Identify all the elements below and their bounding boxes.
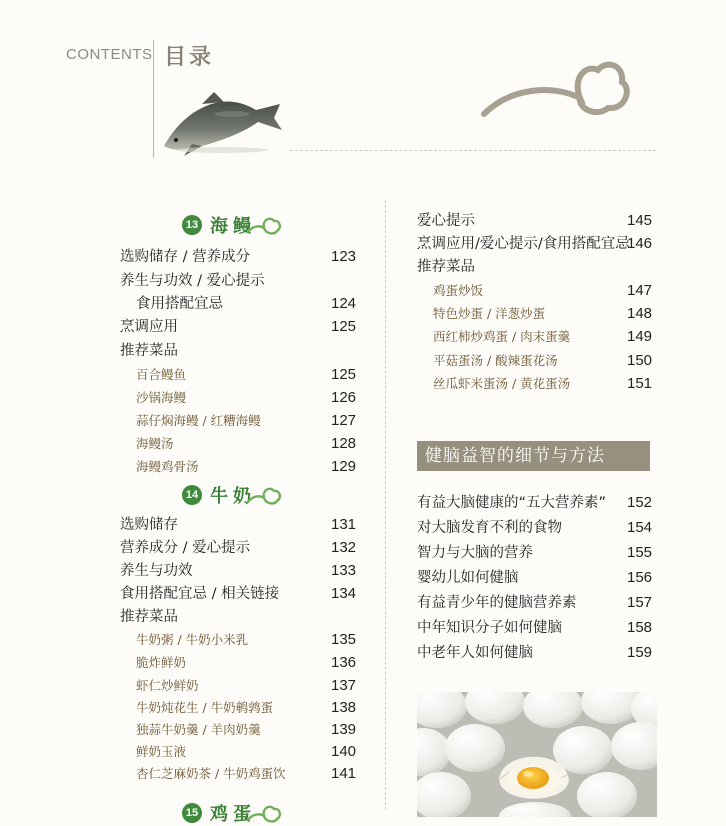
toc-row-text: 推荐菜品 (417, 259, 475, 275)
section-number-badge: 13 (182, 215, 202, 235)
section-title: 鸡蛋 (210, 804, 256, 825)
toc-row-text: 选购储存 (120, 517, 178, 533)
toc-page-number: 132 (331, 539, 357, 556)
section-13-header (182, 212, 282, 238)
toc-row-text: 海鳗鸡骨汤 (136, 459, 199, 474)
toc-page-number: 149 (627, 328, 653, 345)
toc-page-number: 155 (627, 544, 653, 561)
toc-page-number: 124 (331, 295, 357, 312)
toc-row-text: 有益大脑健康的“五大营养素” (417, 495, 607, 511)
toc-row-text: 有益青少年的健脑营养素 (417, 595, 577, 611)
toc-row-text: 脆炸鲜奶 (136, 655, 187, 670)
section-15-header (182, 800, 282, 826)
toc-page-number: 154 (627, 519, 653, 536)
toc-row-text: 牛奶粥 / 牛奶小米乳 (136, 632, 249, 647)
toc-row-text: 养生与功效 / 爱心提示 (120, 273, 265, 289)
toc-row-text: 鲜奶玉液 (136, 744, 187, 759)
toc-page-number: 150 (627, 352, 653, 369)
toc-page-number: 125 (331, 318, 357, 335)
toc-row-text: 营养成分 / 爱心提示 (120, 540, 251, 556)
toc-page-number: 131 (331, 516, 357, 533)
toc-row-text: 中老年人如何健脑 (417, 645, 533, 661)
toc-page-number: 135 (331, 631, 357, 648)
toc-page-number: 140 (331, 743, 357, 760)
toc-page-number: 123 (331, 248, 357, 265)
header-dashed-line (290, 150, 656, 151)
toc-page-number: 158 (627, 619, 653, 636)
toc-page-number: 126 (331, 389, 357, 406)
toc-page-number: 136 (331, 654, 357, 671)
toc-page-number: 147 (627, 282, 653, 299)
cloud-swirl-decoration (480, 58, 630, 122)
toc-page-number: 137 (331, 677, 357, 694)
toc-row-text: 海鳗汤 (136, 436, 174, 451)
toc-page-number: 138 (331, 699, 357, 716)
toc-row-text: 选购储存 / 营养成分 (120, 249, 251, 265)
toc-page-number: 128 (331, 435, 357, 452)
eggs-photo (417, 692, 657, 817)
toc-page-number: 151 (627, 375, 653, 392)
toc-page-number: 134 (331, 585, 357, 602)
toc-row-text: 平菇蛋汤 / 酸辣蛋花汤 (433, 353, 558, 368)
toc-row-text: 对大脑发育不利的食物 (417, 520, 562, 536)
toc-row-text: 虾仁炒鲜奶 (136, 678, 199, 693)
toc-page-number: 133 (331, 562, 357, 579)
toc-row-text: 中年知识分子如何健脑 (417, 620, 562, 636)
toc-row-text: 沙锅海鳗 (136, 390, 187, 405)
section-14-header (182, 482, 282, 508)
toc-row-text: 丝瓜虾米蛋汤 / 黄花蛋汤 (433, 376, 571, 391)
section-title: 牛奶 (210, 486, 256, 507)
toc-row-text: 养生与功效 (120, 563, 193, 579)
toc-row-text: 烹调应用 (120, 319, 178, 335)
toc-page-number: 127 (331, 412, 357, 429)
toc-page-number: 129 (331, 458, 357, 475)
section-number-badge: 14 (182, 485, 202, 505)
section-banner: 健脑益智的细节与方法 (417, 441, 650, 471)
toc-row-text: 独蒜牛奶羹 / 羊肉奶羹 (136, 722, 261, 737)
contents-label: CONTENTS (66, 46, 153, 63)
toc-row-text: 食用搭配宜忌 / 相关链接 (120, 586, 280, 602)
section-title: 海鳗 (210, 216, 256, 237)
toc-row-text: 智力与大脑的营养 (417, 545, 533, 561)
toc-row-text: 推荐菜品 (120, 609, 178, 625)
toc-row-text: 爱心提示 (417, 213, 475, 229)
toc-row-text: 特色炒蛋 / 洋葱炒蛋 (433, 306, 546, 321)
cloud-icon (246, 802, 282, 824)
page-title: 目录 (164, 44, 215, 70)
toc-row-text: 牛奶炖花生 / 牛奶鹌鹑蛋 (136, 700, 274, 715)
toc-page-number: 156 (627, 569, 653, 586)
toc-page-number: 139 (331, 721, 357, 738)
section-number-badge: 15 (182, 803, 202, 823)
cloud-icon (246, 214, 282, 236)
toc-row-text: 推荐菜品 (120, 343, 178, 359)
toc-page-number: 146 (627, 235, 653, 252)
toc-row-text: 婴幼儿如何健脑 (417, 570, 519, 586)
toc-row-text: 杏仁芝麻奶茶 / 牛奶鸡蛋饮 (136, 766, 286, 781)
header-divider (153, 40, 154, 158)
toc-page-number: 152 (627, 494, 653, 511)
toc-page-number: 145 (627, 212, 653, 229)
toc-row-text: 西红柿炒鸡蛋 / 肉末蛋羹 (433, 329, 571, 344)
toc-page-number: 141 (331, 765, 357, 782)
toc-row-text: 百合鳗鱼 (136, 367, 187, 382)
toc-row-text: 鸡蛋炒饭 (433, 283, 484, 298)
toc-row-text: 食用搭配宜忌 (136, 296, 223, 312)
toc-row-text: 烹调应用/爱心提示/食用搭配宜忌 (417, 236, 630, 252)
column-divider (385, 200, 386, 810)
toc-page-number: 125 (331, 366, 357, 383)
fish-illustration (162, 90, 284, 158)
toc-row-text: 蒜仔焖海鳗 / 红糟海鳗 (136, 413, 261, 428)
cloud-icon (246, 484, 282, 506)
toc-page-number: 159 (627, 644, 653, 661)
toc-page-number: 157 (627, 594, 653, 611)
toc-page-number: 148 (627, 305, 653, 322)
